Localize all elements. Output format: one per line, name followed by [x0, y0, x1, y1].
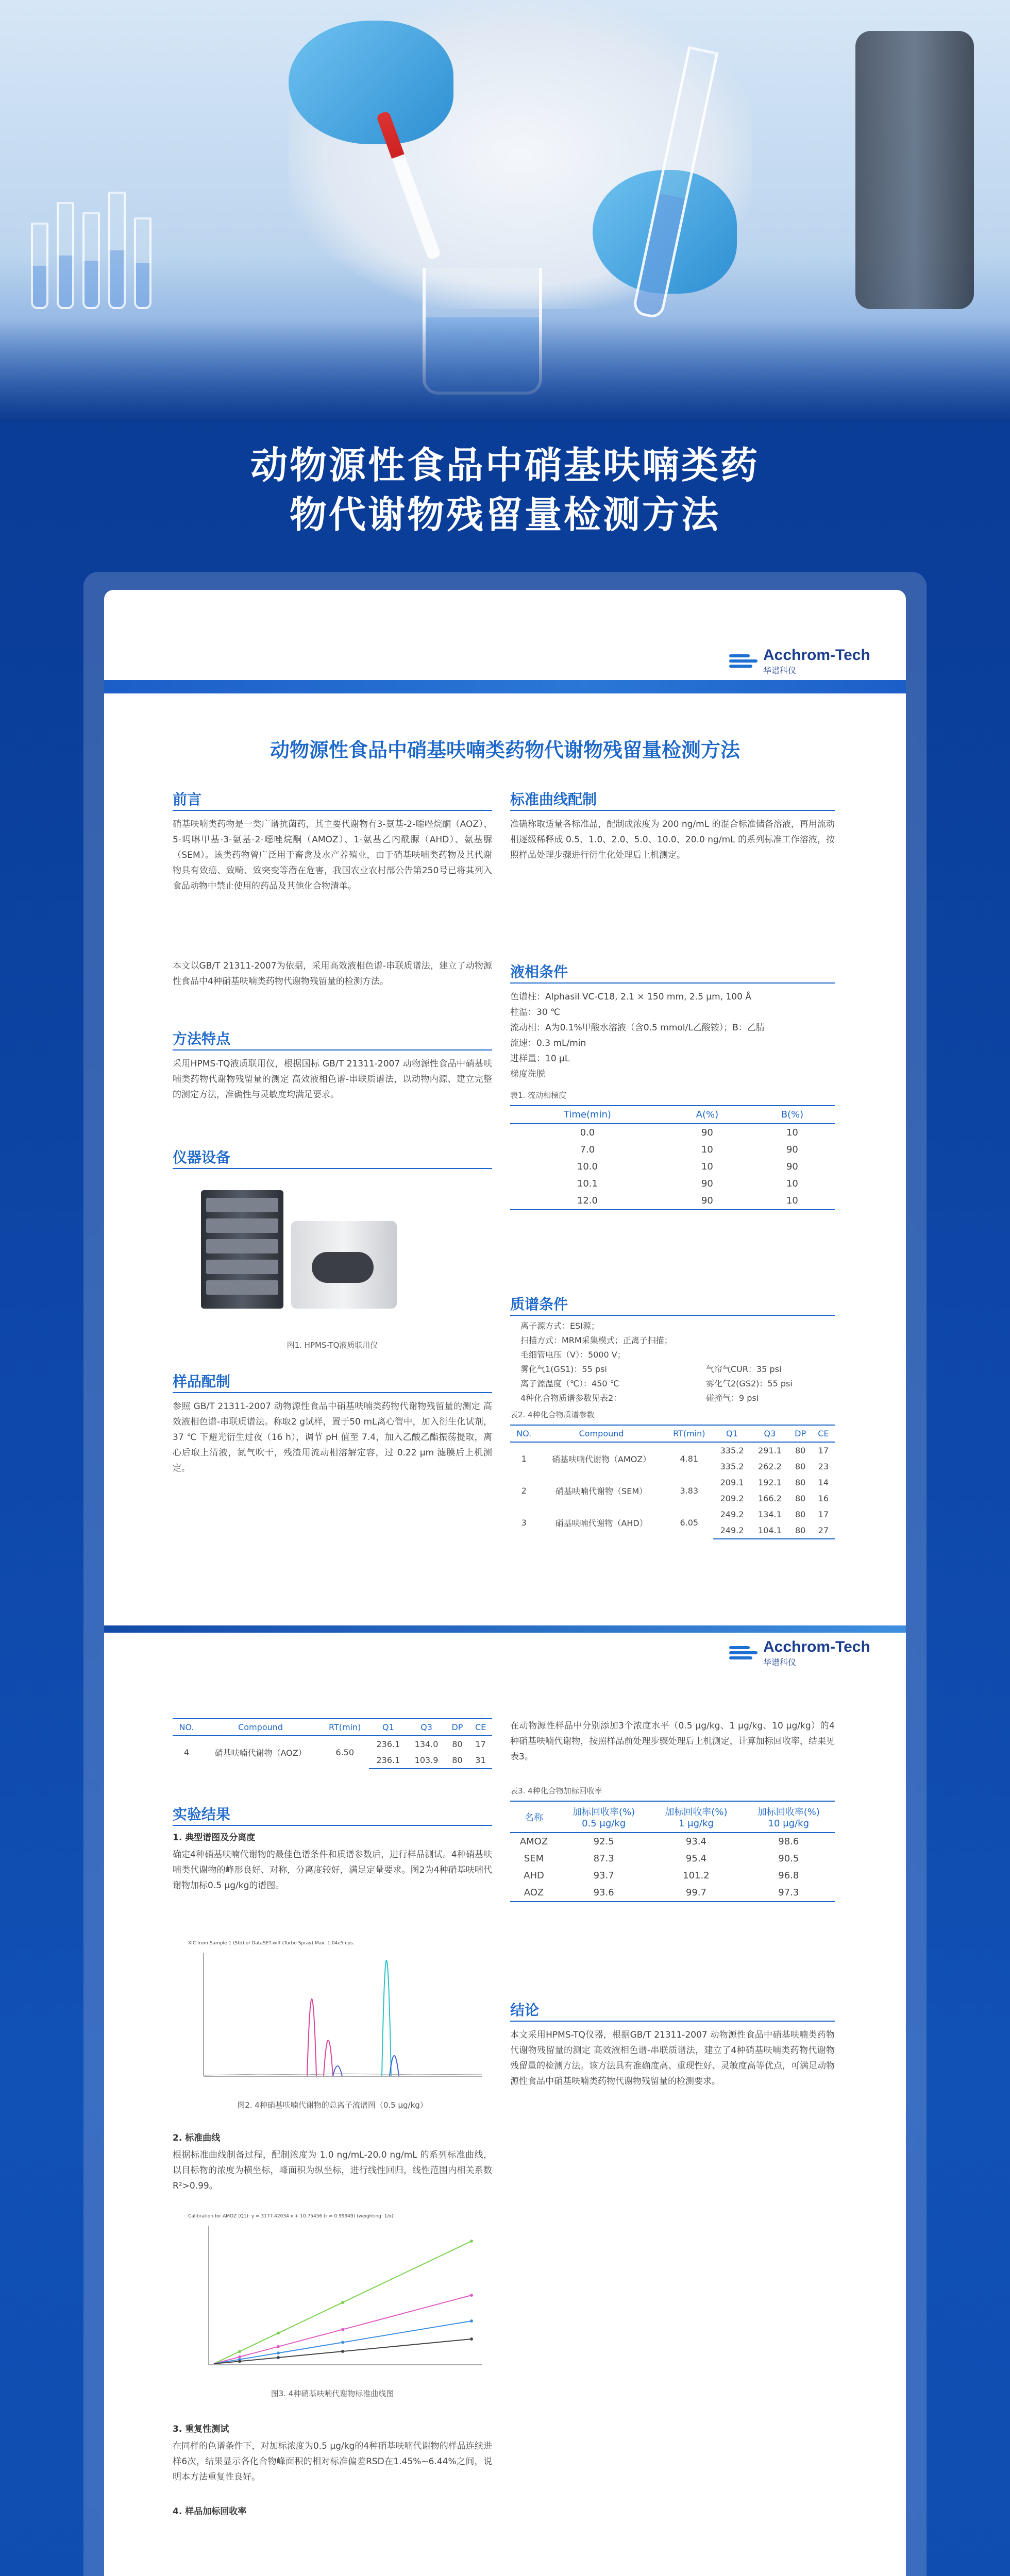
gradient-table: Time(min) A(%) B(%) 0.0 90 10 7.0 10 90 10.0 10 90 10.1 90 10 12.0 90 10	[510, 1105, 835, 1210]
section-heading: 实验结果	[173, 1806, 231, 1823]
chart-title: XIC from Sample 1 (Std) of DataSET.wiff (Turbo Spray) Max. 1.04e5 cps.	[188, 1941, 355, 1946]
test-tube-rack	[21, 155, 175, 309]
baseline	[204, 2074, 482, 2075]
chromatogram-peak-2	[324, 2040, 333, 2076]
figure-caption: 图2. 4种硝基呋喃代谢物的总离子流谱图（0.5 μg/kg）	[237, 2100, 428, 2110]
section-heading: 方法特点	[173, 1030, 231, 1047]
table-caption: 表3. 4种化合物加标回收率	[510, 1786, 602, 1795]
table-row: 2 硝基呋喃代谢物（SEM） 3.83 209.1 192.1 80 14	[521, 1478, 829, 1496]
main-title: 动物源性食品中硝基呋喃类药 物代谢物残留量检测方法	[250, 444, 760, 536]
calibration-figure	[183, 2210, 487, 2380]
std-paragraph: 准确称取适量各标准品，配制成浓度为 200 ng/mL 的混合标准储备溶液，再用流动相逐级稀释成 0.5、1.0、2.0、5.0、10.0、20.0 ng/mL 的系列标准工作溶液，按照样品处理步骤进行衍生化处理后上机测定。	[510, 819, 835, 860]
gloved-hand-left	[289, 21, 453, 144]
table-row: 236.1 103.9 80 31	[173, 1752, 492, 1769]
ms-conditions-right: 气帘气CUR：35 psi 雾化气2(GS2)：55 psi 碰撞气：9 psi	[706, 1364, 793, 1403]
table-row: SEM 87.3 95.4 90.5	[524, 1853, 799, 1864]
table-row: 12.0 90 10	[510, 1192, 835, 1210]
calibration-point	[238, 2360, 241, 2363]
microscope	[855, 31, 974, 309]
table-row: 4 硝基呋喃代谢物（AOZ） 6.50 236.1 134.0 80 17	[183, 1739, 486, 1758]
section-heading: 结论	[510, 2002, 540, 2019]
result-paragraph: 确定4种硝基呋喃代谢物的最佳色谱条件和质谱参数后，进行样品测试。4种硝基呋喃类代谢物的峰形良好、对称，分离度较好，满足定量要求。图2为4种硝基呋喃代谢物加标0.5 μg/kg的谱图。	[173, 1850, 492, 1891]
brand-logo: Acchrom-Tech 华谱科仪	[729, 647, 870, 676]
table-row: AOZ 93.6 99.7 97.3	[510, 1884, 835, 1902]
ms-conditions: 离子源方式：ESI源； 扫描方式：MRM采集模式；正离子扫描； 毛细管电压（V）：5000 V； 雾化气1(GS1)：55 psi 离子源温度（℃）：450 ℃ 4种化合物质谱参数见表2：	[520, 1321, 672, 1403]
acchrom-logo-icon	[729, 650, 760, 673]
conclusion-paragraph: 本文采用HPMS-TQ仪器，根据GB/T 21311-2007 动物源性食品中硝基呋喃类药物代谢物残留量的测定 高效液相色谱-串联质谱法，建立了4种硝基呋喃类药物代谢物残留量的检测方法。该方法具有准确度高、重现性好、灵敏度高等优点，可满足动物源性食品中硝基呋喃类药物代谢物残留量的检测要求。	[510, 2030, 835, 2087]
table-row: 249.2 104.1 80 27	[510, 1522, 835, 1539]
calibration-point	[470, 2319, 473, 2323]
section-heading: 仪器设备	[173, 1149, 231, 1166]
table-row: 335.2 262.2 80 23	[720, 1462, 829, 1471]
calibration-point	[238, 2350, 241, 2353]
table-row: AMOZ 92.5 93.4 98.6	[519, 1836, 799, 1847]
calibration-point	[341, 2328, 344, 2331]
hero-banner	[0, 0, 1010, 422]
figure-caption: 图1. HPMS-TQ液质联用仪	[287, 1341, 378, 1350]
acchrom-logo-icon	[729, 1642, 760, 1665]
page-divider	[104, 1625, 906, 1633]
table-row: 209.2 166.2 80 16	[720, 1494, 829, 1503]
page-divider	[104, 680, 906, 693]
intro-paragraph-2: 本文以GB/T 21311-2007为依据，采用高效液相色谱-串联质谱法，建立了动物源性食品中4种硝基呋喃类药物代谢物残留量的检测方法。	[173, 961, 492, 987]
section-heading: 质谱条件	[510, 1296, 568, 1313]
chromatogram-peak-1	[307, 1999, 316, 2076]
table-row: 10.0 10 90	[577, 1161, 798, 1172]
calibration-point	[277, 2345, 280, 2348]
hplc-ms-instrument-image	[201, 1180, 397, 1309]
table-caption: 表2. 4种化合物质谱参数	[510, 1410, 595, 1419]
table-row: AHD 93.7 101.2 96.8	[524, 1870, 799, 1881]
feature-paragraph: 采用HPMS-TQ液质联用仪，根据国标 GB/T 21311-2007 动物源性食品中硝基呋喃类药物代谢物残留量的测定 高效液相色谱-串联质谱法，以动物内源、建立完整的测定方法，准确性与灵敏度均满足要求。	[173, 1059, 492, 1100]
chromatogram-peak-5	[333, 2066, 342, 2076]
calibration-point	[470, 2294, 473, 2297]
calibration-point	[277, 2332, 280, 2335]
result-paragraph: 在同样的色谱条件下，对加标浓度为0.5 μg/kg的4种硝基呋喃代谢物的样品连续进样6次，结果显示各化合物峰面积的相对标准偏差RSD在1.45%~6.44%之间，说明本方法重复性良好。	[173, 2441, 492, 2482]
calibration-point	[341, 2301, 344, 2304]
ms-params-table: NO. Compound RT(min) Q1 Q3 DP CE 1 硝基呋喃代谢物（AMOZ） 4.81 335.2 291.1 80 17 335.2 262.2 80 23 2 硝基呋喃代谢物（SEM） 3.83 209.1 192.1 80 14 209.2 166.2 80 16 3 硝基呋喃代谢物（AHD） 6.05 249.2 134.1 80 17 249.2 104.1 80 27	[510, 1425, 835, 1539]
result-paragraph: 在动物源性样品中分别添加3个浓度水平（0.5 μg/kg、1 μg/kg、10 μg/kg）的4种硝基呋喃代谢物，按照样品前处理步骤处理后上机测定，计算加标回收率，结果见表3。	[510, 1721, 835, 1762]
figure-caption: 图3. 4种硝基呋喃代谢物标准曲线图	[271, 2389, 394, 2398]
chromatogram-peak-3	[382, 1960, 391, 2076]
section-heading: 样品配制	[173, 1373, 231, 1390]
table-row: 0.0 90 10	[580, 1127, 798, 1138]
calibration-point	[277, 2356, 280, 2359]
section-heading: 液相条件	[510, 963, 568, 980]
lc-conditions: 色谱柱：Alphasil VC-C18, 2.1 × 150 mm, 2.5 μm, 100 Å 柱温：30 ℃ 流动相：A为0.1%甲酸水溶液（含0.5 mmol/L乙酸铵）；B：乙腈 流速：0.3 mL/min 进样量：10 μL 梯度洗脱	[510, 992, 765, 1079]
chromatogram-figure	[183, 1937, 487, 2092]
result-paragraph: 根据标准曲线制备过程，配制浓度为 1.0 ng/mL-20.0 ng/mL 的系列标准曲线，以目标物的浓度为横坐标，峰面积为纵坐标，进行线性回归，线性范围内相关系数 R²>0.99。	[173, 2150, 492, 2191]
table-row: 1 硝基呋喃代谢物（AMOZ） 4.81 335.2 291.1 80 17	[521, 1446, 829, 1464]
intro-paragraph: 硝基呋喃类药物是一类广谱抗菌药，其主要代谢物有3-氨基-2-噁唑烷酮（AOZ）、5-吗啉甲基-3-氨基-2-噁唑烷酮（AMOZ）、1-氨基乙内酰脲（AHD）、氨基脲（SEM）。该类药物曾广泛用于畜禽及水产养殖业，由于硝基呋喃类药物及其代谢物具有致癌、致畸、致突变等潜在危害，我国农业农村部公告第250号已将其列入食品动物中禁止使用的药品及其他化合物清单。	[173, 819, 492, 891]
section-heading: 标准曲线配制	[510, 791, 597, 808]
calibration-point	[470, 2240, 473, 2243]
chart-title: Calibration for AMOZ (Q1): y = 3177.42034 x + 10.75456 (r = 0.99949) (weighting: 1/x)	[188, 2214, 394, 2219]
brand-logo: Acchrom-Tech 华谱科仪	[729, 1638, 870, 1668]
table-caption: 表1. 流动相梯度	[510, 1091, 567, 1100]
ms-params-table-cont: NO. Compound RT(min) Q1 Q3 DP CE 4 硝基呋喃代谢物（AOZ） 6.50 236.1 134.0 80 17 236.1 103.9 80 31	[173, 1718, 492, 1769]
recovery-table: 名称 加标回收率(%) 0.5 μg/kg 加标回收率(%) 1 μg/kg 加标回收率(%) 10 μg/kg AMOZ 92.5 93.4 98.6 SEM 87.3 95.4 90.5 AHD 93.7 101.2 96.8 AOZ 93.6 99.7 97.3	[510, 1801, 835, 1902]
table-row: 10.1 90 10	[577, 1178, 798, 1189]
section-heading: 前言	[173, 791, 202, 808]
table-row: 7.0 10 90	[580, 1144, 798, 1155]
calibration-point	[341, 2341, 344, 2344]
calibration-point	[277, 2351, 280, 2354]
sample-paragraph: 参照 GB/T 21311-2007 动物源性食品中硝基呋喃类药物代谢物残留量的测定 高效液相色谱-串联质谱法。称取2 g试样，置于50 mL离心管中，加入衍生化试剂，37 ℃ 下避光衍生过夜（16 h），调节 pH 值至 7.4，加入乙酸乙酯振荡提取，离心后取上清液，氮气吹干，残渣用流动相溶解定容，过 0.22 μm 滤膜后上机测定。	[173, 1401, 492, 1473]
calibration-point	[341, 2350, 344, 2353]
table-row: 3 硝基呋喃代谢物（AHD） 6.05 249.2 134.1 80 17	[521, 1510, 829, 1528]
calibration-point	[470, 2337, 473, 2341]
article-title: 动物源性食品中硝基呋喃类药物代谢物残留量检测方法	[270, 739, 740, 761]
